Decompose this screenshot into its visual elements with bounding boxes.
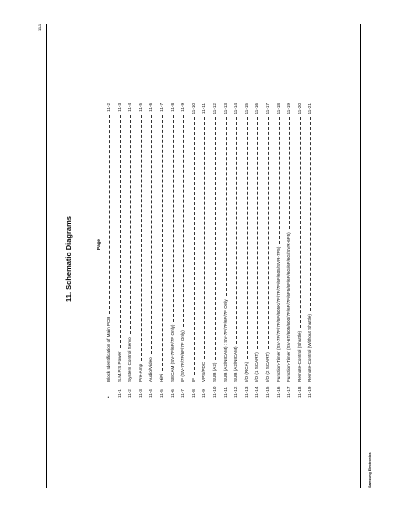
toc-row bbox=[265, 103, 276, 398]
toc-leader bbox=[212, 117, 216, 359]
toc-leader bbox=[170, 115, 174, 322]
toc-number: 11-4 bbox=[148, 389, 154, 398]
toc-leader bbox=[191, 117, 195, 374]
toc-leader bbox=[307, 117, 311, 311]
toc-page: 11-16 bbox=[254, 103, 260, 115]
toc-number: 11-12 bbox=[233, 386, 239, 398]
toc-number: 11-1 bbox=[116, 389, 122, 398]
toc-row bbox=[244, 103, 255, 398]
toc-number: 11-15 bbox=[264, 386, 270, 398]
toc-row bbox=[138, 103, 149, 398]
toc-number: 11-9 bbox=[201, 389, 207, 398]
section-title: 11. Schematic Diagrams bbox=[64, 216, 73, 302]
toc-row bbox=[223, 103, 234, 398]
toc-number: 11-8 bbox=[190, 389, 196, 398]
toc-row bbox=[276, 103, 287, 398]
toc-leader bbox=[276, 117, 280, 243]
toc-leader bbox=[159, 115, 163, 371]
toc-number: 11-18 bbox=[296, 386, 302, 398]
toc-leader bbox=[223, 117, 227, 296]
toc-title: S.M.P.S Power bbox=[116, 351, 122, 382]
toc-row bbox=[307, 103, 318, 398]
toc-title: IF bbox=[190, 377, 196, 382]
toc-title: Audio/Video bbox=[148, 357, 154, 382]
toc-title: IF (SV-7F/7F/6F/7F Only) bbox=[180, 330, 186, 382]
toc-page: 11-11 bbox=[201, 103, 207, 115]
toc-page: 11-15 bbox=[243, 103, 249, 115]
toc-page: 11-9 bbox=[180, 103, 186, 112]
toc-title: HiFi bbox=[158, 373, 164, 382]
toc-number: 11-2 bbox=[127, 389, 133, 398]
toc-title: Block Identification of Main PCB bbox=[106, 316, 111, 382]
toc-title: System Control Servo bbox=[127, 337, 133, 382]
toc-page: 11-6 bbox=[148, 103, 154, 112]
toc-page: 11-7 bbox=[158, 103, 164, 112]
toc-leader bbox=[127, 115, 131, 334]
toc-row bbox=[170, 103, 181, 398]
toc-number: 11-7 bbox=[180, 389, 186, 398]
toc-leader bbox=[233, 117, 237, 343]
toc-number: 11-3 bbox=[137, 389, 143, 398]
toc-page: 11-14 bbox=[233, 103, 239, 115]
toc-leader bbox=[286, 117, 290, 229]
toc-page: 11-4 bbox=[127, 103, 133, 112]
toc-row bbox=[233, 103, 244, 398]
toc-leader bbox=[254, 117, 258, 349]
toc-row bbox=[117, 103, 128, 398]
toc-row bbox=[148, 103, 159, 398]
toc-row bbox=[191, 103, 202, 398]
toc-page: 11-13 bbox=[222, 103, 228, 115]
toc-leader bbox=[201, 117, 205, 359]
footer-brand: Samsung Electronics bbox=[368, 452, 372, 488]
toc-number: 11-13 bbox=[243, 386, 249, 398]
toc-number: • bbox=[106, 396, 111, 398]
toc-title: VPS/PDC bbox=[201, 361, 207, 382]
toc-number: 11-14 bbox=[254, 386, 260, 398]
toc-leader bbox=[138, 115, 142, 361]
top-rule bbox=[46, 24, 47, 488]
toc-page: 11-20 bbox=[296, 103, 302, 115]
toc-page: 11-10 bbox=[190, 103, 196, 115]
toc-row bbox=[254, 103, 265, 398]
toc-number: 11-11 bbox=[222, 386, 228, 398]
toc-page: 11-12 bbox=[211, 103, 217, 115]
toc-number: 11-5 bbox=[158, 389, 164, 398]
toc-page: 11-21 bbox=[307, 103, 313, 115]
toc-row bbox=[212, 103, 223, 398]
toc-leader bbox=[244, 117, 248, 358]
toc-leader bbox=[148, 115, 152, 354]
toc-title: Pre-Amp bbox=[137, 363, 143, 382]
toc-title: SUB (A2/NICAM) bbox=[233, 346, 239, 382]
toc-row bbox=[297, 103, 308, 398]
toc-leader bbox=[106, 115, 110, 314]
toc-page: 11-8 bbox=[169, 103, 175, 112]
toc-row bbox=[159, 103, 170, 398]
toc-title: I/O (RCA) bbox=[243, 361, 249, 382]
table-of-contents bbox=[106, 103, 318, 398]
toc-title: SECAM (SV-7F/6F/7F Only) bbox=[169, 324, 175, 382]
toc-page: 11-18 bbox=[275, 103, 281, 115]
toc-number: 11-6 bbox=[169, 389, 175, 398]
page-column-label: Page bbox=[96, 239, 101, 250]
toc-row bbox=[127, 103, 138, 398]
toc-page: 11-3 bbox=[116, 103, 122, 112]
toc-title: SUB (A2/NICAM) : SV-7F/7F/6F/7F Only bbox=[222, 299, 228, 382]
toc-number: 11-17 bbox=[286, 386, 292, 398]
toc-number: 11-19 bbox=[307, 386, 313, 398]
toc-title: SUB (A2) bbox=[211, 362, 217, 382]
toc-row bbox=[201, 103, 212, 398]
toc-title: Remote-Control (Without Shuttle) bbox=[307, 314, 313, 382]
toc-page: 11-2 bbox=[106, 103, 111, 112]
toc-leader bbox=[180, 115, 184, 327]
toc-title: Remote-Control (Shuttle) bbox=[296, 330, 302, 382]
toc-title: I/O (2 SCART) bbox=[264, 352, 270, 382]
toc-title: Function-Timer (SV-6T/605/600/7F/6F/7F/6F5/6F/6F/6G/6F/6G/SVR-6F5) bbox=[286, 232, 292, 382]
toc-row bbox=[106, 103, 117, 398]
page-number: 11-1 bbox=[38, 24, 42, 31]
toc-number: 11-10 bbox=[211, 386, 217, 398]
toc-leader bbox=[117, 115, 121, 349]
toc-row bbox=[286, 103, 297, 398]
toc-leader bbox=[265, 117, 269, 349]
toc-number: 11-16 bbox=[275, 386, 281, 398]
toc-page: 11-5 bbox=[137, 103, 143, 112]
toc-row bbox=[180, 103, 191, 398]
toc-page: 11-17 bbox=[264, 103, 270, 115]
toc-leader bbox=[297, 117, 301, 328]
toc-page: 11-19 bbox=[286, 103, 292, 115]
toc-title: I/O (1 SCART) bbox=[254, 352, 260, 382]
bottom-rule bbox=[360, 24, 361, 488]
toc-title: Function-Timer (SV-7F/7F/7F/5F/605K/7F/7F/7F/6F/605/SVR-7F5) bbox=[275, 246, 281, 382]
